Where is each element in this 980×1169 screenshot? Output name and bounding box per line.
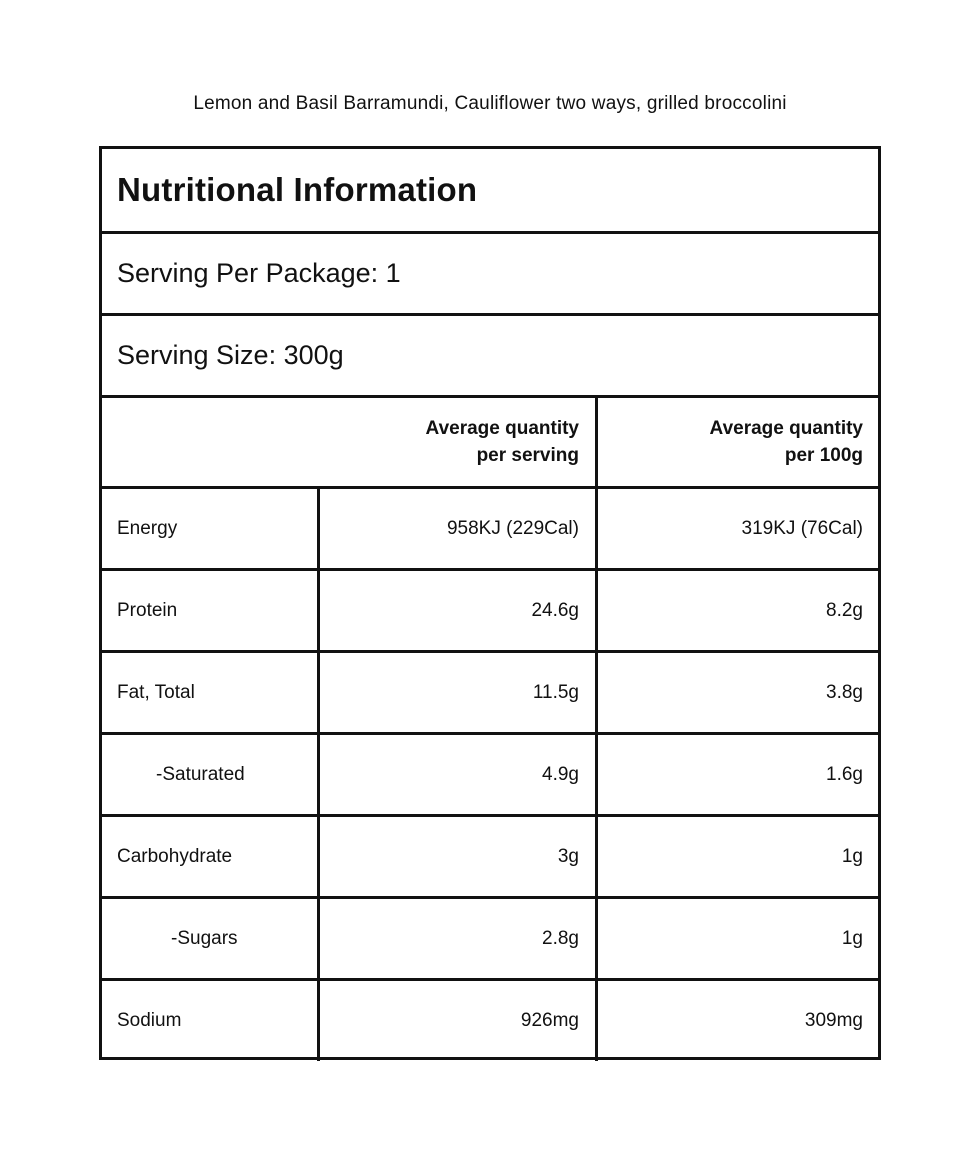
table-row <box>102 653 878 735</box>
column-header-per-100g-line1: Average quantity <box>709 418 863 439</box>
serving-size: Serving Size: 300g <box>117 340 344 370</box>
table-row <box>102 899 878 981</box>
per-100g-value: 3.8g <box>826 681 863 703</box>
per-100g-value: 309mg <box>804 1010 863 1031</box>
column-header-per-100g-line2: per 100g <box>784 445 863 466</box>
per-100g-value: 8.2g <box>826 599 863 621</box>
meal-name: Lemon and Basil Barramundi, Cauliflower two ways, grilled broccolini <box>193 93 787 114</box>
nutrient-name: Protein <box>102 571 320 650</box>
serving-size-band <box>102 316 878 398</box>
nutrient-name: -Sugars <box>102 899 320 978</box>
per-serving-value: 3g <box>320 817 598 896</box>
panel-title: Nutritional Information <box>117 171 478 208</box>
per-serving-value: 11.5g <box>320 653 598 732</box>
nutrient-name: Carbohydrate <box>102 817 320 896</box>
column-header-per-serving-line1: Average quantity <box>425 418 579 439</box>
table-row <box>102 817 878 899</box>
nutrition-panel <box>99 146 881 1060</box>
per-serving-value: 24.6g <box>320 571 598 650</box>
serving-per-package: Serving Per Package: 1 <box>117 258 401 288</box>
panel-title-band <box>102 149 878 234</box>
table-row <box>102 489 878 571</box>
per-100g-value: 1g <box>841 845 863 867</box>
table-row <box>102 735 878 817</box>
column-header-per-serving-line2: per serving <box>476 445 579 466</box>
nutrient-name: Fat, Total <box>102 653 320 732</box>
nutrient-name: Sodium <box>102 981 320 1061</box>
table-row <box>102 981 878 1061</box>
nutrient-name: -Saturated <box>102 735 320 814</box>
per-serving-value: 2.8g <box>320 899 598 978</box>
serving-per-package-band <box>102 234 878 316</box>
table-header-row <box>102 398 878 489</box>
per-serving-value: 4.9g <box>320 735 598 814</box>
nutrition-table <box>102 398 878 1061</box>
per-100g-value: 1.6g <box>826 763 863 785</box>
nutrient-name: Energy <box>102 489 320 568</box>
per-100g-value: 319KJ (76Cal) <box>741 517 863 539</box>
column-header-per-serving <box>102 398 598 486</box>
per-serving-value: 958KJ (229Cal) <box>320 489 598 568</box>
column-header-per-100g <box>598 398 878 486</box>
table-row <box>102 571 878 653</box>
per-serving-value: 926mg <box>320 981 598 1061</box>
per-100g-value: 1g <box>841 927 863 949</box>
